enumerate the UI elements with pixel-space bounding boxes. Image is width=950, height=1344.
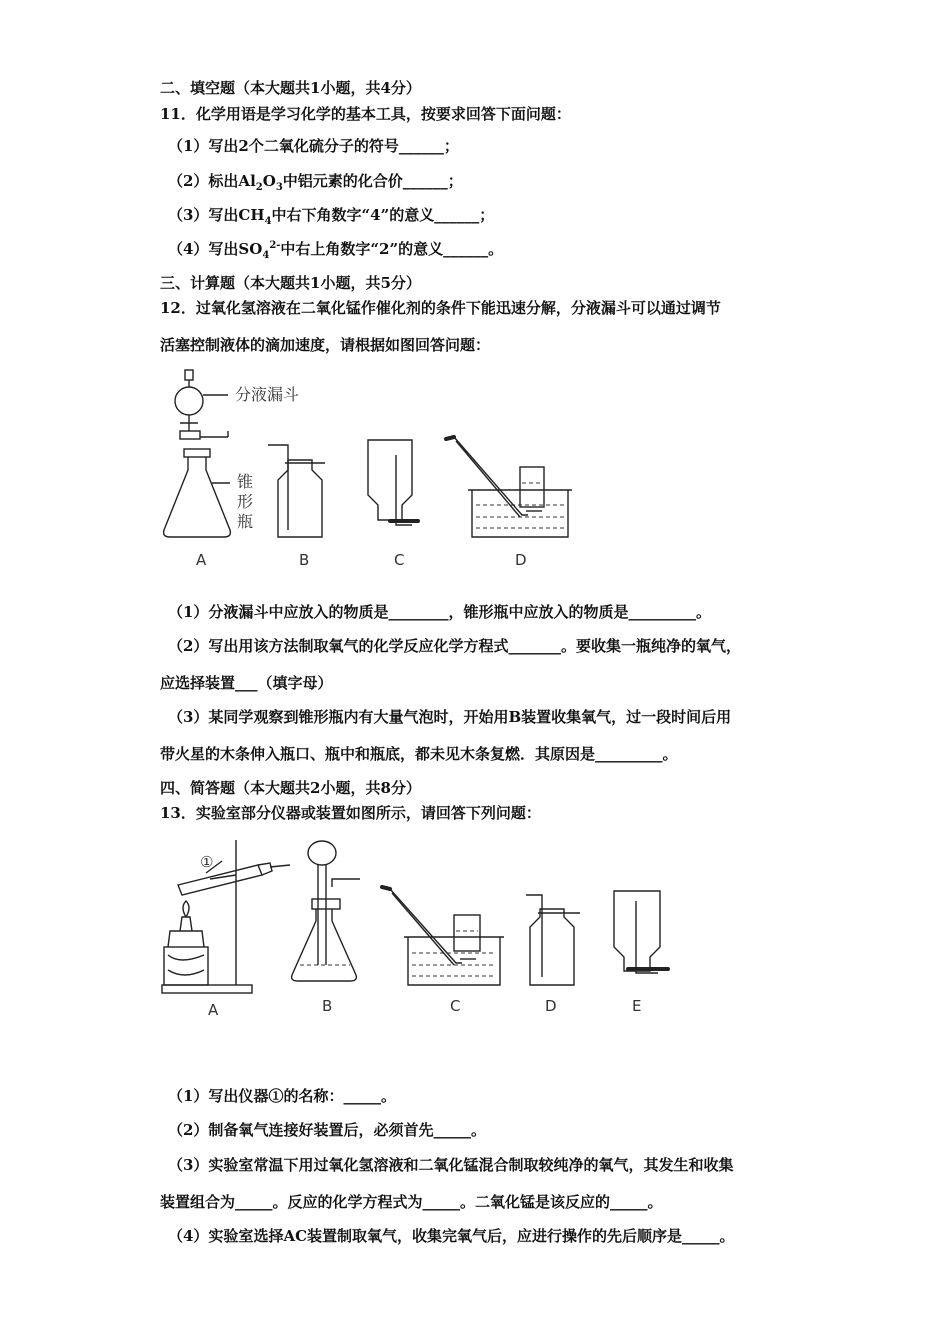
question-11-stem: 11．化学用语是学习化学的基本工具，按要求回答下面问题：	[160, 105, 571, 123]
figure-label-a: A	[196, 551, 207, 569]
question-13-part-4: （4）实验室选择AC装置制取氧气，收集完氧气后，应进行操作的先后顺序是_____。	[168, 1227, 735, 1245]
question-12-stem-line-1: 12．过氧化氢溶液在二氧化锰作催化剂的条件下能迅速分解，分液漏斗可以通过调节	[160, 299, 721, 317]
question-12-stem-line-2: 活塞控制液体的滴加速度，请根据如图回答问题：	[160, 336, 491, 354]
question-11-part-4: （4）写出$SO_4^{2-}$中右上角数字“2”的意义______。	[168, 240, 504, 261]
question-11-part-3: （3）写出$CH_4$中右下角数字“4”的意义______；	[168, 206, 495, 227]
question-11-part-1: （1）写出2个二氧化硫分子的符号______；	[168, 137, 459, 155]
apparatus-d	[446, 437, 572, 537]
figure-label-b: B	[299, 551, 310, 569]
question-12-part-3-line-1: （3）某同学观察到锥形瓶内有大量气泡时，开始用B装置收集氧气，过一段时间后用	[168, 708, 732, 726]
section-heading-calculation: 三、计算题（本大题共1小题，共5分）	[160, 274, 421, 292]
question-13-part-3-line-2: 装置组合为_____。反应的化学方程式为_____。二氧化锰是该反应的_____。	[160, 1193, 663, 1211]
apparatus-a	[162, 840, 290, 993]
instrument-marker: ①	[200, 853, 214, 871]
funnel-label: 分液漏斗	[235, 385, 300, 404]
apparatus-c	[382, 887, 504, 985]
apparatus-d	[526, 895, 580, 985]
question-12-part-3-line-2: 带火星的木条伸入瓶口、瓶中和瓶底，都未见木条复燃．其原因是_________。	[160, 745, 678, 763]
figure-label-a: A	[208, 1001, 219, 1019]
figure-label-e: E	[632, 997, 642, 1015]
apparatus-b	[292, 841, 360, 981]
figure-label-d: D	[545, 997, 557, 1015]
figure-label-c: C	[450, 997, 461, 1015]
q12-apparatus-figure	[150, 365, 590, 575]
flask-label-char-2: 形	[237, 492, 254, 511]
question-11-part-2: （2）标出$Al_2O_3$中铝元素的化合价______；	[168, 172, 463, 193]
apparatus-c	[368, 440, 418, 525]
flask-label-char-3: 瓶	[237, 512, 254, 531]
question-13-part-2: （2）制备氧气连接好装置后，必须首先_____。	[168, 1121, 486, 1139]
apparatus-b	[268, 445, 325, 537]
question-13-stem: 13．实验室部分仪器或装置如图所示，请回答下列问题：	[160, 804, 541, 822]
apparatus-a	[164, 370, 231, 537]
section-heading-fill-in: 二、填空题（本大题共1小题，共4分）	[160, 79, 421, 97]
apparatus-e	[614, 891, 668, 973]
section-heading-short-answer: 四、简答题（本大题共2小题，共8分）	[160, 779, 421, 797]
question-13-part-1: （1）写出仪器①的名称：_____。	[168, 1087, 396, 1105]
figure-label-b: B	[322, 997, 333, 1015]
question-13-part-3-line-1: （3）实验室常温下用过氧化氢溶液和二氧化锰混合制取较纯净的氧气，其发生和收集	[168, 1156, 734, 1174]
figure-label-d: D	[515, 551, 527, 569]
question-12-part-2-line-1: （2）写出用该方法制取氧气的化学反应化学方程式_______。要收集一瓶纯净的氧气，	[168, 637, 741, 655]
flask-label-char-1: 锥	[237, 472, 254, 491]
q13-apparatus-figure	[150, 835, 680, 1020]
figure-label-c: C	[394, 551, 405, 569]
question-12-part-1: （1）分液漏斗中应放入的物质是________，锥形瓶中应放入的物质是_________。	[168, 603, 711, 621]
question-12-part-2-line-2: 应选择装置___（填字母）	[160, 674, 333, 692]
